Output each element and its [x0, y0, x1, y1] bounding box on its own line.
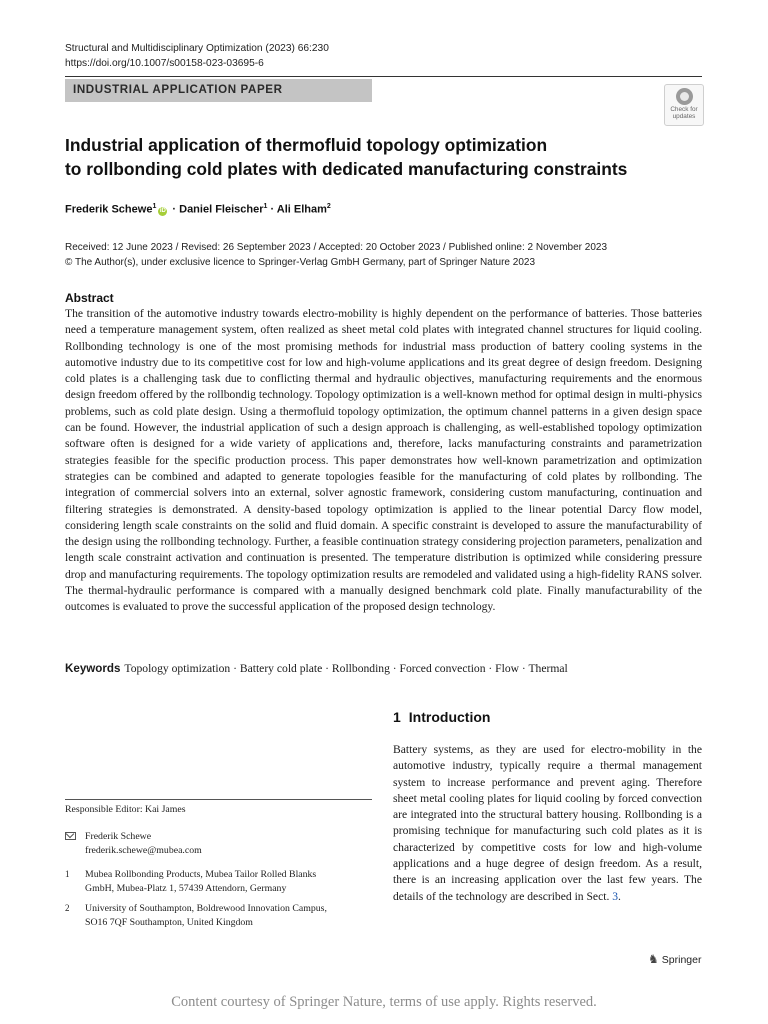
envelope-icon — [65, 830, 76, 844]
intro-body: Battery systems, as they are used for electro-mobility in the automotive industry, typically require a thermal management system to increase performance and prevent aging. Therefore sheet metal cooling plates for liquid cooling by forced convection are integrated into the structural battery housing. Rollbonding is a promising technique for manufacturing such cold plates as it is characterized by competitive costs for low and high-volume applications and a huge degree of design freedom. As a result, there is an increasing application over the last few years. The details of the technology are described in Sect. — [393, 743, 702, 903]
check-updates-icon — [676, 88, 693, 105]
doi-link[interactable]: https://doi.org/10.1007/s00158-023-03695-6 — [65, 58, 264, 69]
author-name[interactable]: Ali Elham — [276, 203, 327, 216]
orcid-icon[interactable]: iD — [159, 207, 166, 214]
author-affiliation: 2 — [326, 203, 331, 210]
footnote-rule — [65, 799, 372, 800]
abstract-heading: Abstract — [65, 291, 114, 305]
introduction-text — [393, 742, 702, 905]
corresponding-email[interactable]: frederik.schewe@mubea.com — [85, 844, 202, 856]
section-heading — [393, 709, 490, 725]
paper-title — [65, 133, 705, 181]
journal-header — [65, 41, 329, 71]
affiliation-2 — [65, 902, 327, 929]
author-separator: · — [169, 203, 180, 216]
keywords-label: Keywords — [65, 662, 121, 675]
check-for-updates-button[interactable] — [664, 84, 704, 126]
springer-horse-icon: ♞ — [648, 952, 659, 966]
affiliation-number: 1 — [65, 869, 70, 879]
author-affiliation: 1 — [152, 203, 157, 210]
check-updates-line2: updates — [672, 113, 696, 120]
journal-citation: Structural and Multidisciplinary Optimization (2023) 66:230 — [65, 43, 329, 54]
author-name[interactable]: Daniel Fleischer — [179, 203, 264, 216]
publisher-logo — [648, 952, 701, 966]
affiliation-line: SO16 7QF Southampton, United Kingdom — [85, 916, 253, 928]
abstract-text: The transition of the automotive industry towards electro-mobility is highly dependent on the performance of batteries. Those batteries need a temperature management system, often realized as sheet metal cold plates with integrated channel structures for liquid cooling. Rollbonding technology is one of the most promising methods for industrial mass production of battery cooling systems in the automotive industry due to its competitive cost for low and high-volume applications and its great degree of design freedom. Designing cold plates is a challenging task due to conflicting thermal and hydraulic objectives, manufacturing requirements and the enormous design freedom offered by the rollbondig technology. Topology optimization is a well-known method for optimal design in multi-physics problems, such as cold plate design. Using a thermofluid topology optimization, the optimum channel patterns in a given design space can be found. However, the industrial application of such a design approach is challenging, as well-established topology optimization software often is designed for a wide variety of applications and, therefore, lacks manufacturing constraints and parametrization strategies feasible for the specific production process. This paper demonstrates how well-known parametrization and optimization strategies can be combined and adapted to generate topologies feasible for the manufacturing of cold plates by rollbonding. The integration of commercial solvers into an external, solver agnostic framework, considering custom manufacturing, continuation and filtering strategies is demonstrated. A density-based topology optimization is applied to the linear potential Darcy flow model, considering length scale constraints on the solid and fluid domain. A specific constraint is developed to assure the manufacturability of the design using the rollbonding technology. Further, a feasible continuation strategy considering projection parameters, penalization and length scale constraint activation and continuation is presented. The temperature distribution is optimized while considering pressure drop and manufacturing requirements. The topology optimization results are remodeled and validated using a high-fidelity RANS solver. The thermal-hydraulic performance is compared with a manually designed benchmark cold plate. Finally manufacturability of the outcomes is evaluated to prove the successful application of the proposed design technology. — [65, 307, 702, 614]
author-list — [65, 203, 331, 216]
header-rule — [65, 76, 702, 77]
affiliation-line: University of Southampton, Boldrewood Innovation Campus, — [85, 903, 327, 914]
keywords-list: Topology optimization · Battery cold plate · Rollbonding · Forced convection · Flow · Thermal — [124, 662, 568, 675]
publication-dates — [65, 241, 607, 270]
copyright-line: © The Author(s), under exclusive licence to Springer-Verlag GmbH Germany, part of Springer Nature 2023 — [65, 256, 535, 268]
corresponding-author — [65, 830, 202, 857]
corresponding-name: Frederik Schewe — [85, 831, 152, 842]
article-type-badge — [65, 79, 372, 102]
publisher-name: Springer — [661, 954, 702, 966]
responsible-editor: Responsible Editor: Kai James — [65, 804, 186, 815]
courtesy-watermark: Content courtesy of Springer Nature, terms of use apply. Rights reserved. — [171, 994, 597, 1010]
author-separator: · — [267, 203, 277, 216]
title-line-1: Industrial application of thermofluid topology optimization — [65, 135, 548, 155]
section-title: Introduction — [408, 709, 491, 725]
history-dates: Received: 12 June 2023 / Revised: 26 September 2023 / Accepted: 20 October 2023 / Published online: 2 November 2023 — [65, 242, 608, 253]
affiliation-number: 2 — [65, 903, 70, 913]
section-number: 1 — [393, 709, 401, 725]
title-line-2: to rollbonding cold plates with dedicated manufacturing constraints — [65, 159, 628, 179]
author-affiliation: 1 — [263, 203, 268, 210]
keywords-line — [65, 662, 568, 675]
check-updates-line1: Check for — [670, 106, 698, 113]
section-reference-link[interactable]: 3 — [612, 889, 619, 903]
affiliation-1 — [65, 868, 316, 895]
article-type-label: INDUSTRIAL APPLICATION PAPER — [73, 83, 283, 96]
intro-end: . — [618, 889, 621, 903]
affiliation-line: GmbH, Mubea-Platz 1, 57439 Attendorn, Germany — [85, 882, 287, 894]
author-name[interactable]: Frederik Schewe — [65, 203, 153, 216]
affiliation-line: Mubea Rollbonding Products, Mubea Tailor Rolled Blanks — [85, 869, 317, 880]
